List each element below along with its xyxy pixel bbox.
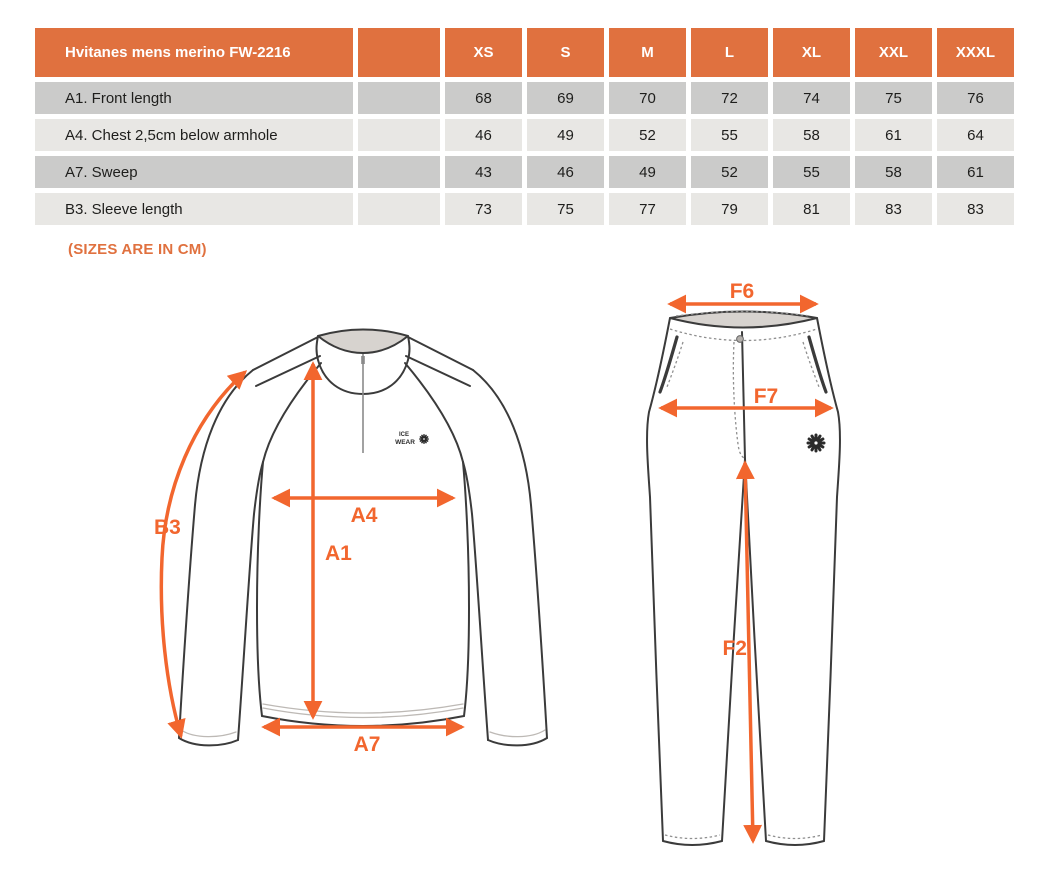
brand-logo-line1: ICE — [398, 432, 410, 438]
size-column-header: XXL — [855, 28, 932, 77]
row-filler — [358, 119, 440, 151]
measure-label-b3: B3 — [154, 516, 181, 539]
size-value: 55 — [691, 119, 768, 151]
table-header-filler — [358, 28, 440, 77]
pants-outline — [647, 318, 840, 845]
measure-label-f7: F7 — [753, 385, 779, 408]
table-title: Hvitanes mens merino FW-2216 — [35, 28, 353, 77]
size-column-header: XXXL — [937, 28, 1014, 77]
measurement-row-label: A7. Sweep — [35, 156, 353, 188]
size-value: 58 — [855, 156, 932, 188]
size-value: 77 — [609, 193, 686, 225]
shirt-diagram — [150, 290, 610, 790]
size-value: 75 — [527, 193, 604, 225]
size-column-header: XS — [445, 28, 522, 77]
size-value: 72 — [691, 82, 768, 114]
size-value: 81 — [773, 193, 850, 225]
zip-pull — [361, 356, 365, 364]
size-column-header: M — [609, 28, 686, 77]
size-value: 83 — [855, 193, 932, 225]
snowflake-icon — [808, 435, 824, 451]
pants-measure-arrows — [661, 304, 831, 841]
size-value: 83 — [937, 193, 1014, 225]
size-value: 76 — [937, 82, 1014, 114]
measurement-row-label: B3. Sleeve length — [35, 193, 353, 225]
size-value: 68 — [445, 82, 522, 114]
measure-arrow-b3 — [161, 372, 245, 736]
size-value: 61 — [855, 119, 932, 151]
size-value: 75 — [855, 82, 932, 114]
measure-label-a7: A7 — [353, 733, 381, 756]
size-value: 46 — [445, 119, 522, 151]
shirt-measure-arrows — [161, 364, 462, 736]
measure-label-a1: A1 — [325, 542, 352, 565]
measure-label-f2: F2 — [722, 637, 747, 660]
size-value: 79 — [691, 193, 768, 225]
shirt-stitching — [181, 704, 545, 737]
brand-logo — [395, 432, 428, 446]
row-filler — [358, 193, 440, 225]
measurement-row-label: A1. Front length — [35, 82, 353, 114]
size-value: 49 — [527, 119, 604, 151]
measurement-row-label: A4. Chest 2,5cm below armhole — [35, 119, 353, 151]
size-value: 58 — [773, 119, 850, 151]
pants-diagram — [620, 282, 1040, 894]
size-value: 69 — [527, 82, 604, 114]
waist-button — [737, 336, 744, 343]
size-value: 64 — [937, 119, 1014, 151]
size-value: 74 — [773, 82, 850, 114]
snowflake-icon — [420, 435, 428, 443]
size-value: 52 — [609, 119, 686, 151]
size-table — [35, 28, 1014, 225]
size-column-header: S — [527, 28, 604, 77]
size-value: 70 — [609, 82, 686, 114]
size-column-header: XL — [773, 28, 850, 77]
units-note: (SIZES ARE IN CM) — [68, 241, 207, 258]
size-value: 46 — [527, 156, 604, 188]
size-value: 43 — [445, 156, 522, 188]
size-value: 61 — [937, 156, 1014, 188]
row-filler — [358, 156, 440, 188]
brand-logo-line2: WEAR — [395, 439, 415, 446]
size-value: 49 — [609, 156, 686, 188]
size-value: 55 — [773, 156, 850, 188]
size-column-header: L — [691, 28, 768, 77]
size-value: 52 — [691, 156, 768, 188]
measure-label-a4: A4 — [350, 504, 378, 527]
size-value: 73 — [445, 193, 522, 225]
measure-label-f6: F6 — [729, 282, 755, 303]
shirt-collar-top — [318, 330, 408, 354]
row-filler — [358, 82, 440, 114]
